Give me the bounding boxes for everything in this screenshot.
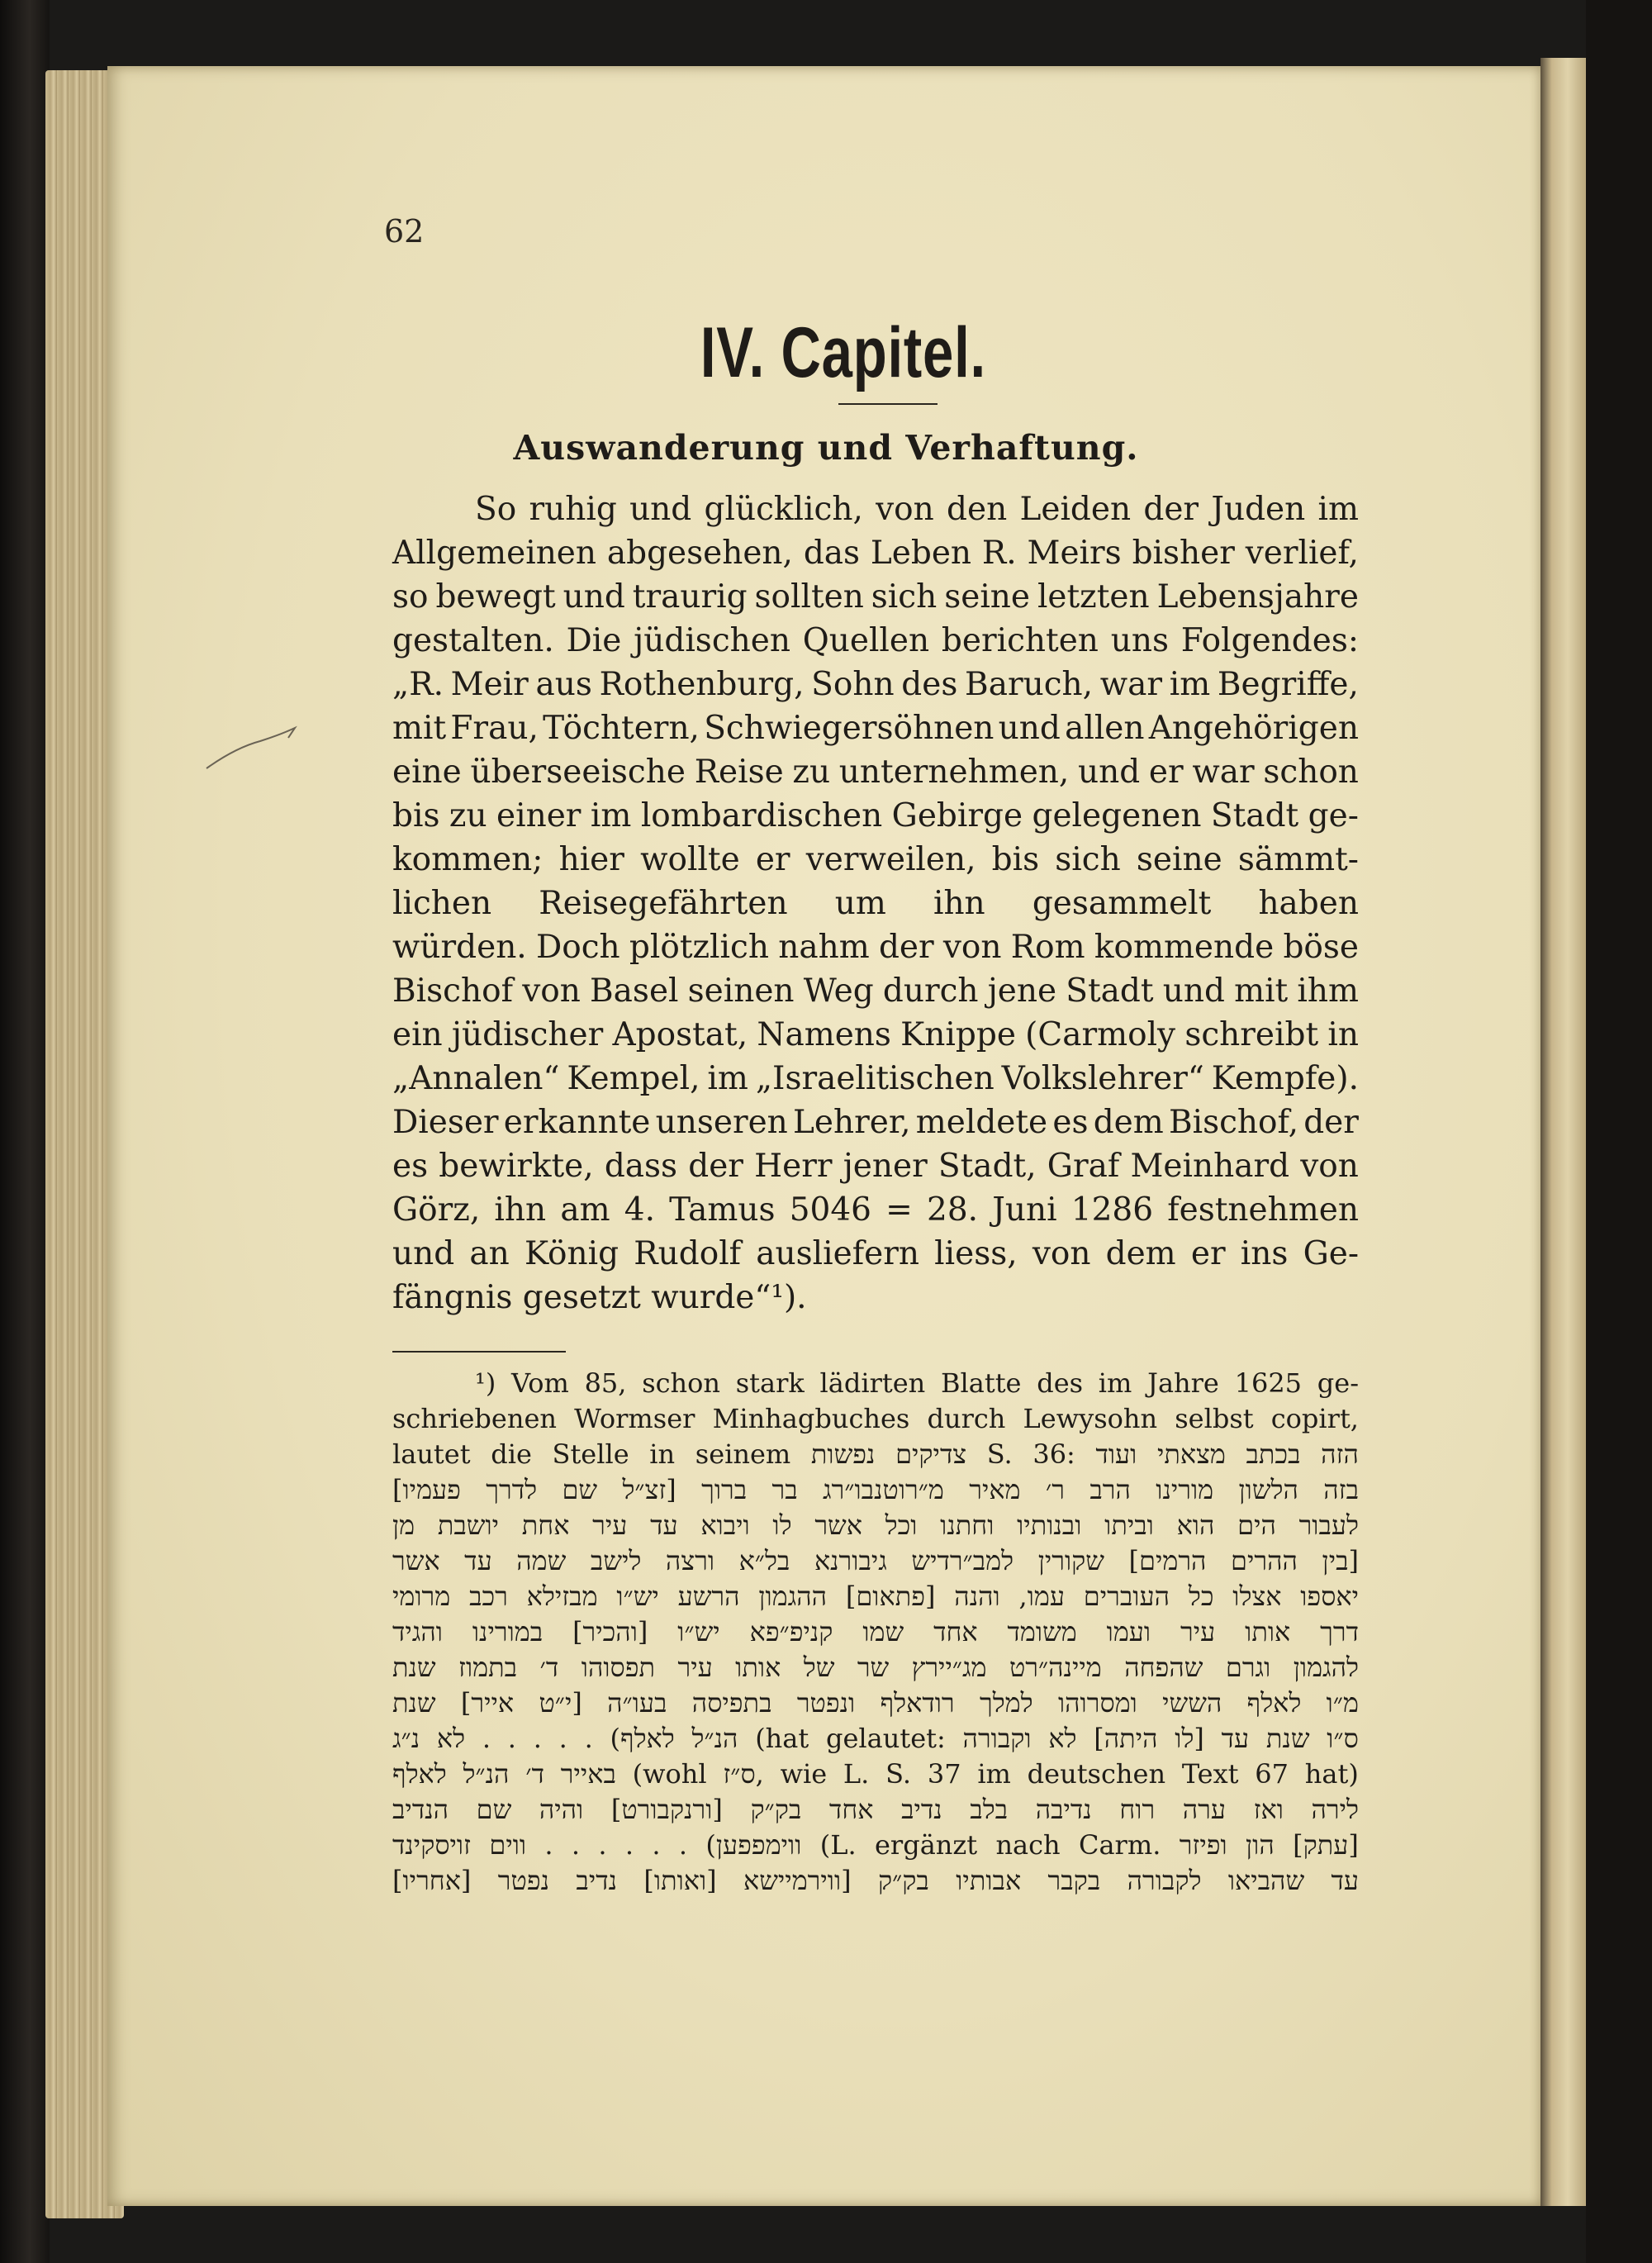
footnote-line: להגמון וגרם שהפחה מיינה״רט מג״יירץ שר של אותו עיר תפסוהו ד׳ בתמוז שנת: [392, 1652, 1359, 1683]
footnote-line: עד שהביאו לקבורה בקבר אבותיו בק״ק [ווירמיישא [ואותו] נדיב נפטר [אחריו]: [392, 1865, 1360, 1896]
body-line: „R. Meir aus Rothenburg, Sohn des Baruch, war im Begriffe,: [392, 666, 1359, 703]
body-line: Bischof von Basel seinen Weg durch jene Stadt und mit ihm: [392, 972, 1359, 1010]
body-line: mit Frau, Töchtern, Schwiegersöhnen und allen Angehörigen: [392, 710, 1359, 747]
book-cover-right: [1586, 0, 1652, 2263]
footnote: [392, 1366, 1359, 1899]
footnote-line: יאספו אצלו כל העוברים עמו, והנה [פתאום] ההגמון הרשע יש״ו מבזילא רכב מרומי: [392, 1581, 1359, 1612]
body-line: Dieser erkannte unseren Lehrer, meldete es dem Bischof, der: [392, 1104, 1359, 1141]
footnote-line: נ״ג לא . . . . . (לאלף הנ״ל (hat gelautet: וקבורה לא [היתה לו] עד שנת ס״ו: [392, 1723, 1359, 1754]
body-text: [392, 487, 1359, 1319]
footnote-line: schriebenen Wormser Minhagbuches durch Lewysohn selbst copirt,: [392, 1403, 1359, 1434]
body-line: eine überseeische Reise zu unternehmen, und er war schon: [392, 754, 1359, 791]
body-line: es bewirkte, dass der Herr jener Stadt, Graf Meinhard von: [392, 1148, 1359, 1185]
body-line: so bewegt und traurig sollten sich seine letzten Lebensjahre: [392, 578, 1359, 616]
body-line: fängnis gesetzt wurde“¹).: [392, 1279, 807, 1316]
body-line: So ruhig und glücklich, von den Leiden der Juden im: [475, 491, 1359, 528]
book-binding: [0, 0, 50, 2263]
footnote-line: lautet die Stelle in seinem נפשות צדיקים S. 36: ועוד מצאתי בכתב הזה: [392, 1438, 1359, 1470]
footnote-line: בזה הלשון מורינו הרב ר׳ מאיר מ״רוטנבו״רג בר ברוך [זצ״ל שם לדרך פעמיו]: [392, 1474, 1359, 1505]
body-line: Görz, ihn am 4. Tamus 5046 = 28. Juni 1286 festnehmen: [392, 1191, 1359, 1229]
footnote-line: ¹) Vom 85, schon stark lädirten Blatte des im Jahre 1625 ge-: [475, 1367, 1359, 1399]
footnote-line: זויסקינד ווים . . . . . . (ווימפפען (L. ergänzt nach Carm. ופיזר הון [עתק]: [392, 1829, 1359, 1861]
body-line: kommen; hier wollte er verweilen, bis sich seine sämmt-: [392, 841, 1359, 878]
footnote-line: [בין ההרים הרמים] שקורין למב״רדיש גיבורנא בל״א ורצה לישב שמה עד אשר: [392, 1545, 1359, 1576]
page-edges-right: [1540, 58, 1586, 2206]
body-line: lichen Reisegefährten um ihn gesammelt haben: [392, 885, 1359, 922]
footnote-line: לאלף הנ״ל ד׳ באייר (wohl ס״ז, wie L. S. 37 im deutschen Text 67 hat): [392, 1758, 1359, 1790]
footnote-line: לירה ואז ערה רוח נדיבה בלב נדיב אחד בק״ק [ורנקבורט] והיה שם הנדיב: [392, 1794, 1359, 1825]
body-line: ein jüdischer Apostat, Namens Knippe (Carmoly schreibt in: [392, 1016, 1359, 1053]
pencil-mark: [202, 723, 301, 773]
body-line: Allgemeinen abgesehen, das Leben R. Meirs bisher verlief,: [392, 535, 1359, 572]
body-line: „Annalen“ Kempel, im „Israelitischen Volkslehrer“ Kempfe).: [392, 1060, 1359, 1097]
chapter-rule: [838, 403, 938, 405]
body-line: und an König Rudolf ausliefern liess, von dem er ins Ge-: [392, 1235, 1359, 1272]
footnote-line: מ״ו לאלף הששי ומסרוהו למלך רודאלף ונפטר בתפיסה בעו״ה [י״ט אייר] שנת: [392, 1687, 1359, 1719]
footnote-line: לעבור הים הוא וביתו ובנותיו וחתנו וכל אשר לו ויבוא עד עיר אחת יושבת מן: [392, 1509, 1359, 1541]
chapter-heading: IV. Capitel.: [700, 313, 986, 392]
body-line: würden. Doch plötzlich nahm der von Rom kommende böse: [392, 929, 1359, 966]
page-number: 62: [384, 213, 425, 250]
body-line: bis zu einer im lombardischen Gebirge gelegenen Stadt ge-: [392, 797, 1359, 834]
body-line: gestalten. Die jüdischen Quellen berichten uns Folgendes:: [392, 622, 1359, 659]
footnote-rule: [392, 1351, 566, 1353]
footnote-line: דרך אותו עיר ועמו משומד אחד שמו קניפ״פא יש״ו [והכיר] במורינו והגיד: [392, 1616, 1359, 1647]
section-title: Auswanderung und Verhaftung.: [513, 428, 1139, 468]
